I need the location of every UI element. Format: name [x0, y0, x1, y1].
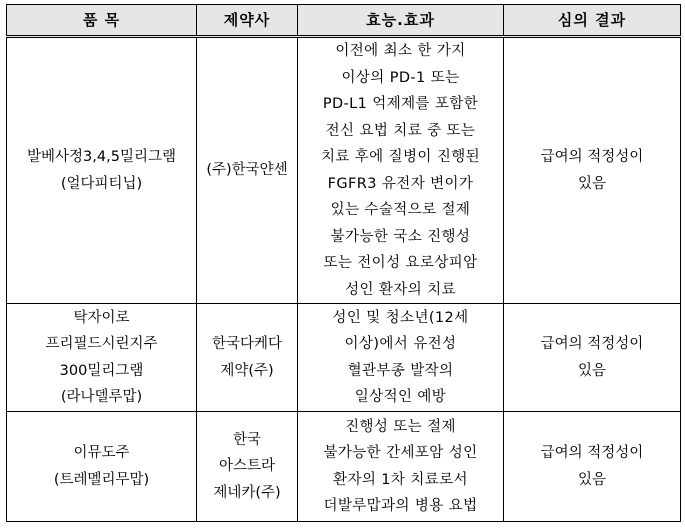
company-name: 한국다케다: [211, 336, 283, 352]
header-row: [7, 5, 681, 37]
company-name: (주)한국얀센: [206, 162, 288, 179]
effect-line: 환자의 1차 치료로서: [333, 471, 468, 488]
product-name: 300밀리그램: [59, 362, 144, 379]
table-row: [7, 304, 681, 412]
product-name: 발베사정3,4,5밀리그램: [27, 149, 176, 165]
table-row: [7, 412, 681, 522]
effect-line: 성인 환자의 치료: [345, 281, 456, 298]
header-product: 품 목: [7, 5, 197, 37]
effect-line: 일상적인 예방: [354, 389, 447, 405]
company-cell: [197, 412, 298, 522]
result-line: 급여의 적정성이: [540, 336, 644, 352]
product-ingredient: (트레멜리무맙): [53, 471, 150, 488]
effect-cell: [298, 304, 504, 412]
effect-line: 있는 수술적으로 절제: [330, 202, 471, 218]
result-line: 있음: [577, 362, 606, 379]
product-name: 프리필드시린지주: [45, 336, 158, 352]
header-company: 제약사: [197, 5, 298, 37]
effect-line: 이상의 PD-1 또는: [341, 69, 460, 86]
result-cell: [504, 412, 681, 522]
effect-cell: [298, 412, 504, 522]
company-name: 제약(주): [220, 362, 274, 379]
effect-line: 불가능한 간세포암 성인: [323, 445, 478, 461]
product-cell: [7, 412, 197, 522]
company-name: 한국: [232, 431, 261, 448]
effect-line: 혈관부종 발작의: [347, 362, 454, 379]
effect-line: 전신 요법 치료 중 또는: [325, 122, 476, 139]
header-effect: 효능.효과: [298, 5, 504, 37]
product-name: 탁자이로: [73, 309, 130, 326]
result-line: 있음: [577, 471, 606, 488]
effect-line: 이상)에서 유전성: [344, 336, 457, 352]
table-row: [7, 37, 681, 304]
effect-line: 성인 및 청소년(12세: [332, 309, 469, 326]
product-cell: [7, 304, 197, 412]
effect-cell: [298, 37, 504, 304]
effect-line: PD-L1 억제제를 포함한: [322, 96, 479, 112]
result-line: 급여의 적정성이: [540, 445, 644, 461]
company-name: 제네카(주): [213, 484, 281, 501]
result-line: 급여의 적정성이: [540, 149, 644, 165]
product-ingredient: (라나델루맙): [60, 389, 143, 405]
effect-line: FGFR3 유전자 변이가: [327, 175, 474, 192]
product-name: 이뮤도주: [73, 445, 130, 461]
product-cell: [7, 37, 197, 304]
effect-line: 불가능한 국소 진행성: [330, 228, 471, 245]
company-name: 아스트라: [218, 458, 276, 475]
product-ingredient: (얼다피티닙): [60, 175, 143, 192]
result-cell: [504, 37, 681, 304]
effect-line: 이전에 최소 한 가지: [335, 43, 466, 59]
effect-line: 치료 후에 질병이 진행된: [320, 149, 481, 165]
company-cell: [197, 304, 298, 412]
result-cell: [504, 304, 681, 412]
header-result: 심의 결과: [504, 5, 681, 37]
company-cell: [197, 37, 298, 304]
effect-line: 진행성 또는 절제: [345, 418, 456, 435]
effect-line: 또는 전이성 요로상피암: [323, 255, 478, 271]
result-line: 있음: [577, 175, 606, 192]
review-results-table: [6, 4, 681, 522]
effect-line: 더발루맙과의 병용 요법: [323, 498, 478, 514]
